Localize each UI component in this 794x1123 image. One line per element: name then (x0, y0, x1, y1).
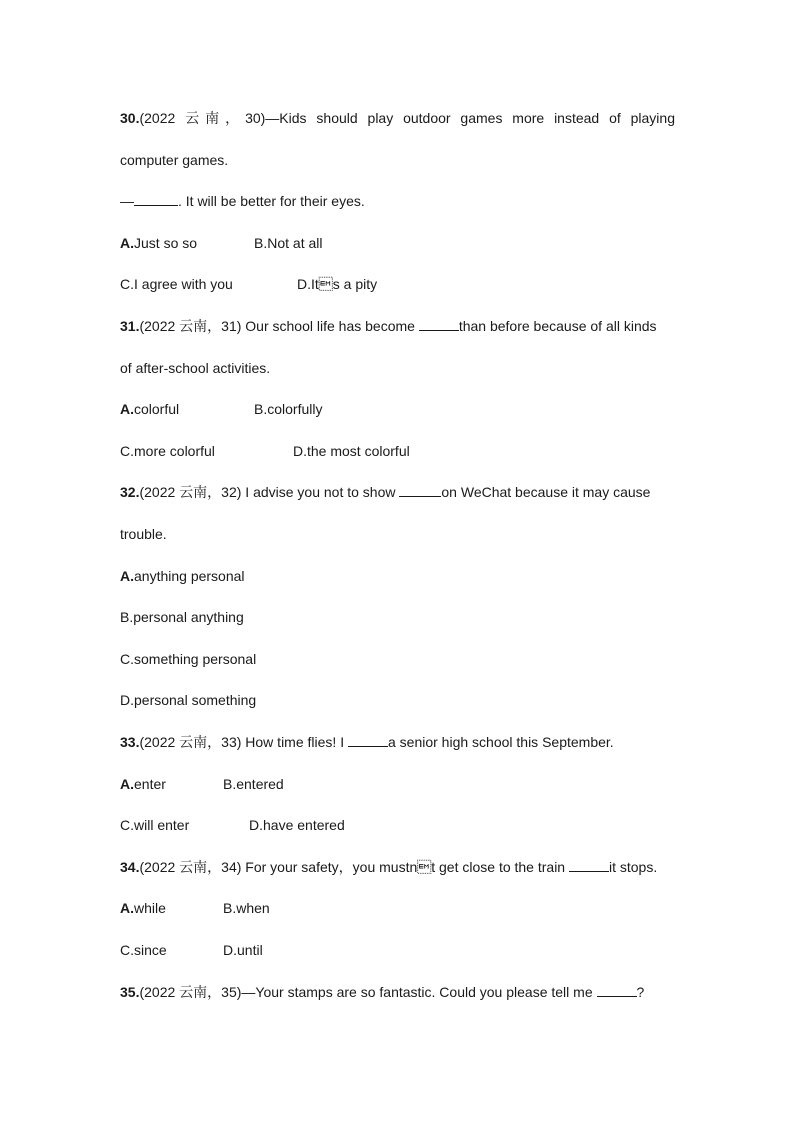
question-34-blank (569, 859, 609, 872)
question-32-stem-after: on WeChat because it may cause (441, 484, 651, 500)
question-33-option-a[interactable] (120, 775, 223, 793)
question-34-option-d[interactable] (223, 941, 263, 959)
question-30-option-c[interactable] (120, 275, 297, 293)
question-34-option-a[interactable] (120, 899, 223, 917)
option-text: anything personal (134, 568, 245, 584)
option-letter: A. (120, 401, 134, 417)
option-letter: D. (293, 443, 307, 459)
option-text: entered (236, 776, 284, 792)
option-text: when (236, 900, 270, 916)
option-text: personal something (134, 692, 257, 708)
question-34-stem-after: it stops. (608, 859, 658, 875)
option-letter: D. (297, 276, 311, 292)
question-34-options-row1 (120, 899, 270, 917)
question-35-blank (597, 984, 637, 997)
option-text: Not at all (267, 235, 323, 251)
question-33-options-row2 (120, 816, 345, 834)
question-33-option-b[interactable] (223, 775, 284, 793)
question-31-option-a[interactable] (120, 400, 254, 418)
option-letter: B. (223, 900, 237, 916)
option-letter: C. (120, 651, 134, 667)
question-30-stem-line2: computer games. (120, 152, 229, 168)
option-text: while (134, 900, 166, 916)
question-32-option-d[interactable] (120, 691, 256, 709)
question-32-number: 32. (120, 484, 140, 500)
question-31-number: 31. (120, 318, 140, 334)
option-text: Just so so (134, 235, 198, 251)
option-letter: B. (254, 235, 268, 251)
question-32-stem-line1 (120, 483, 650, 501)
question-31-stem-before: (2022 云南，31) Our school life has become (139, 318, 419, 334)
option-text: until (237, 942, 263, 958)
question-30-response (120, 192, 365, 210)
question-30-option-a[interactable] (120, 234, 254, 252)
option-text: have entered (263, 817, 345, 833)
question-32-option-b[interactable] (120, 608, 244, 626)
question-31-blank (419, 318, 459, 331)
question-30-response-dash: — (120, 193, 134, 209)
question-31-option-d[interactable] (293, 442, 410, 460)
question-32-option-c[interactable] (120, 650, 256, 668)
question-30-option-b[interactable] (254, 234, 322, 252)
option-letter: D. (223, 942, 237, 958)
question-33-number: 33. (120, 734, 140, 750)
question-35-stem-before: (2022 云南，35)—Your stamps are so fantastic. Could you please tell me (139, 984, 597, 1000)
question-34-options-row2 (120, 941, 263, 959)
question-31-option-b[interactable] (254, 400, 322, 418)
question-35-stem (120, 983, 644, 1001)
question-34-stem (120, 858, 657, 876)
option-text: more colorful (134, 443, 215, 459)
question-31-stem-line1 (120, 317, 657, 335)
question-30-number: 30. (120, 110, 140, 126)
question-30-option-d[interactable] (297, 275, 377, 293)
option-letter: A. (120, 900, 134, 916)
option-letter: B. (223, 776, 237, 792)
option-letter: A. (120, 568, 134, 584)
option-text: Its a pity (311, 276, 378, 292)
question-33-stem-after: a senior high school this September. (387, 734, 614, 750)
option-letter: B. (120, 609, 134, 625)
question-31-stem-after: than before because of all kinds (458, 318, 657, 334)
question-30-response-text: . It will be better for their eyes. (178, 193, 365, 209)
question-31-options-row1 (120, 400, 322, 418)
question-34-option-c[interactable] (120, 941, 223, 959)
option-letter: D. (120, 692, 134, 708)
option-text: the most colorful (307, 443, 410, 459)
option-letter: D. (249, 817, 263, 833)
option-text: will enter (134, 817, 190, 833)
question-35-stem-after: ? (636, 984, 645, 1000)
option-text: personal anything (133, 609, 244, 625)
question-30-options-row2 (120, 275, 377, 293)
question-32-stem-line2: trouble. (120, 526, 167, 542)
option-text: something personal (134, 651, 257, 667)
option-letter: B. (254, 401, 268, 417)
option-text: enter (134, 776, 166, 792)
question-34-stem-before: (2022 云南，34) For your safety，you mustnt get close to the train (139, 859, 569, 875)
question-32-stem-before: (2022 云南，32) I advise you not to show (139, 484, 400, 500)
question-30-stem-text1: (2022 云南，30)—Kids should play outdoor games more instead of playing (139, 110, 675, 126)
option-letter: C. (120, 942, 134, 958)
option-letter: C. (120, 817, 134, 833)
question-34-number: 34. (120, 859, 140, 875)
question-33-options-row1 (120, 775, 284, 793)
question-30-blank (134, 193, 178, 206)
question-35-number: 35. (120, 984, 140, 1000)
question-34-option-b[interactable] (223, 899, 270, 917)
option-letter: A. (120, 776, 134, 792)
question-33-stem (120, 733, 614, 751)
option-letter: C. (120, 276, 134, 292)
option-text: colorfully (267, 401, 323, 417)
question-31-stem-line2: of after-school activities. (120, 360, 271, 376)
option-text: since (134, 942, 167, 958)
option-text: I agree with you (134, 276, 233, 292)
option-letter: A. (120, 235, 134, 251)
question-33-option-d[interactable] (249, 816, 345, 834)
question-31-options-row2 (120, 442, 410, 460)
question-31-option-c[interactable] (120, 442, 293, 460)
option-text: colorful (134, 401, 180, 417)
question-33-blank (348, 734, 388, 747)
question-32-option-a[interactable] (120, 567, 245, 585)
option-letter: C. (120, 443, 134, 459)
question-30-stem-line1 (120, 109, 675, 127)
question-33-stem-before: (2022 云南，33) How time flies! I (139, 734, 348, 750)
question-33-option-c[interactable] (120, 816, 249, 834)
question-30-options-row1 (120, 234, 322, 252)
question-32-blank (399, 484, 441, 497)
